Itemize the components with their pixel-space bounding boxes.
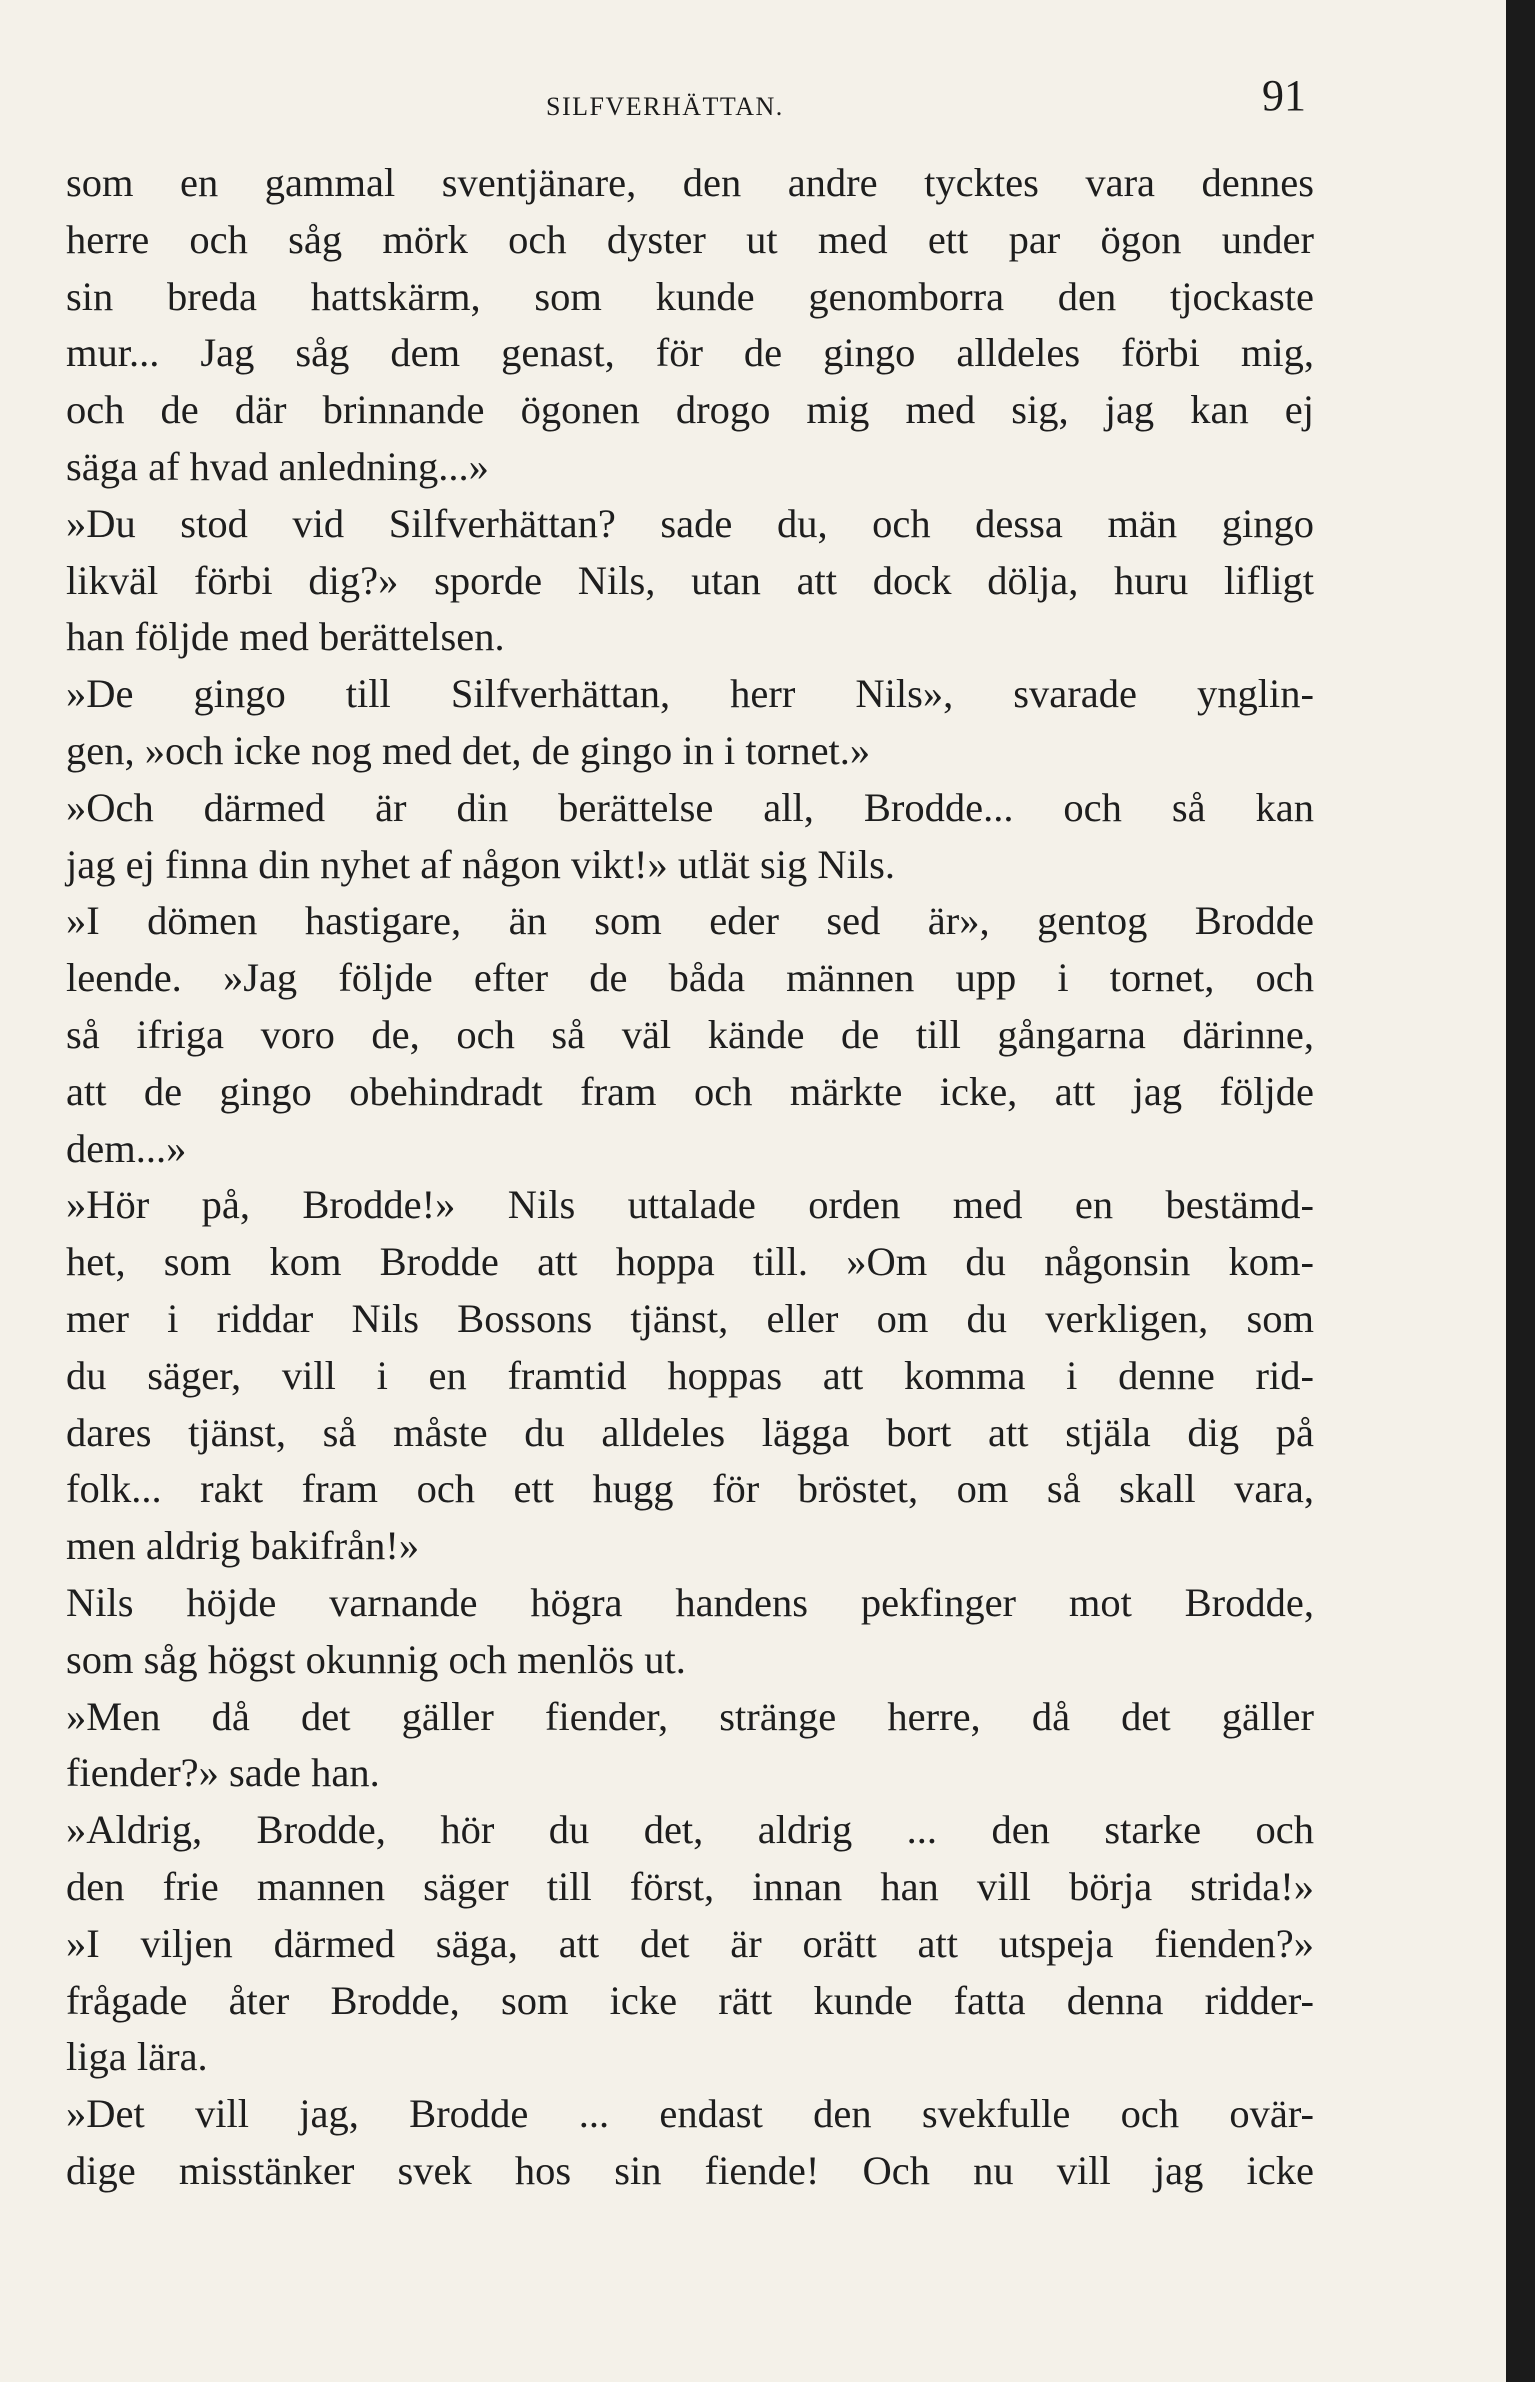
text-line: »Men då det gäller fiender, stränge herre, då det gäller xyxy=(66,1693,1314,1739)
text-line: herre och såg mörk och dyster ut med ett par ögon under xyxy=(66,216,1314,262)
text-line: likväl förbi dig?» sporde Nils, utan att dock dölja, huru lifligt xyxy=(66,557,1314,603)
text-line: »I viljen därmed säga, att det är orätt att utspeja fienden?» xyxy=(66,1920,1314,1966)
body-text xyxy=(66,155,1314,2200)
text-line: mer i riddar Nils Bossons tjänst, eller om du verkligen, som xyxy=(66,1295,1314,1341)
text-line: het, som kom Brodde att hoppa till. »Om du någonsin kom- xyxy=(66,1239,1314,1285)
text-line: du säger, vill i en framtid hoppas att komma i denne rid- xyxy=(66,1352,1314,1398)
text-line: »Aldrig, Brodde, hör du det, aldrig ... den starke och xyxy=(66,1807,1314,1853)
text-line: som en gammal sventjänare, den andre tycktes vara dennes xyxy=(66,160,1314,205)
text-line: dem...» xyxy=(66,1125,187,1171)
page-number: 91 xyxy=(1262,71,1306,120)
text-line: sin breda hattskärm, som kunde genomborra den tjockaste xyxy=(66,273,1314,319)
text-line: och de där brinnande ögonen drogo mig med sig, jag kan ej xyxy=(66,387,1314,433)
text-line: liga lära. xyxy=(66,2034,208,2080)
text-line: frågade åter Brodde, som icke rätt kunde fatta denna ridder- xyxy=(66,1977,1314,2023)
text-line: jag ej finna din nyhet af någon vikt!» utlät sig Nils. xyxy=(66,841,895,887)
text-line: dige misstänker svek hos sin fiende! Och nu vill jag icke xyxy=(66,2147,1314,2193)
text-line: dares tjänst, så måste du alldeles lägga bort att stjäla dig på xyxy=(66,1409,1314,1455)
text-line: »De gingo till Silfverhättan, herr Nils», svarade ynglin- xyxy=(66,671,1314,717)
text-line: »Hör på, Brodde!» Nils uttalade orden med en bestämd- xyxy=(66,1182,1314,1228)
text-line: att de gingo obehindradt fram och märkte icke, att jag följde xyxy=(66,1068,1314,1114)
text-line: han följde med berättelsen. xyxy=(66,614,505,660)
text-line: »Du stod vid Silfverhättan? sade du, och dessa män gingo xyxy=(66,500,1314,546)
text-line: den frie mannen säger till först, innan han vill börja strida!» xyxy=(66,1863,1314,1909)
running-title: SILFVERHÄTTAN. xyxy=(546,92,784,121)
text-line: gen, »och icke nog med det, de gingo in i tornet.» xyxy=(66,727,871,773)
text-line: leende. »Jag följde efter de båda männen upp i tornet, och xyxy=(66,955,1314,1001)
text-line: fiender?» sade han. xyxy=(66,1750,380,1796)
page-edge-shadow xyxy=(1506,0,1535,2382)
text-line: som såg högst okunnig och menlös ut. xyxy=(66,1636,686,1682)
text-line: folk... rakt fram och ett hugg för bröstet, om så skall vara, xyxy=(66,1466,1314,1512)
text-line: »I dömen hastigare, än som eder sed är», gentog Brodde xyxy=(66,898,1314,944)
text-line: mur... Jag såg dem genast, för de gingo alldeles förbi mig, xyxy=(66,330,1314,376)
text-line: så ifriga voro de, och så väl kände de till gångarna därinne, xyxy=(66,1011,1314,1057)
text-line: men aldrig bakifrån!» xyxy=(66,1523,420,1569)
text-line: Nils höjde varnande högra handens pekfinger mot Brodde, xyxy=(66,1579,1314,1625)
page-header xyxy=(66,70,1314,130)
text-line: säga af hvad anledning...» xyxy=(66,443,489,489)
text-line: »Och därmed är din berättelse all, Brodde... och så kan xyxy=(66,784,1314,830)
text-line: »Det vill jag, Brodde ... endast den svekfulle och ovär- xyxy=(66,2091,1314,2137)
